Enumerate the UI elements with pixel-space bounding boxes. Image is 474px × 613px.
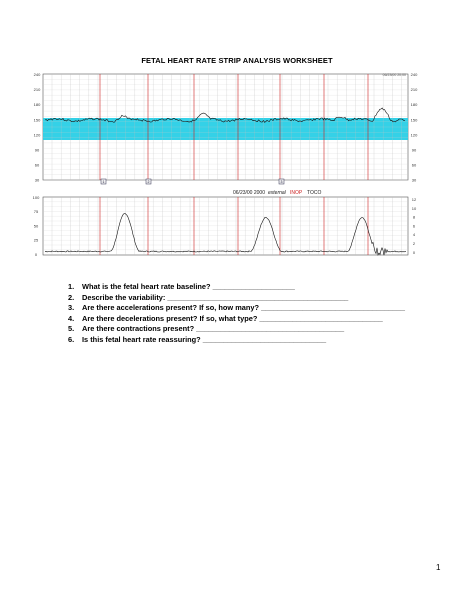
question-number: 6. [68, 334, 75, 344]
question-text: Are there accelerations present? If so, how many? ___________________________________ [82, 303, 405, 313]
page-number: 1 [436, 563, 441, 572]
marker-1: 1 [102, 180, 105, 184]
fhr-right-tick: 30 [411, 177, 417, 183]
fhr-right-tick: 240 [410, 72, 418, 77]
fhr-right-tick: 90 [411, 147, 417, 153]
toco-left-tick: 0 [34, 251, 38, 257]
question-number: 1. [68, 282, 75, 291]
strip-timestamp: 06/23/00 20:00 [382, 73, 406, 77]
toco-panel [33, 195, 417, 257]
normal-range-band [43, 118, 408, 140]
question-text: Are there contractions present? ____________________________________ [82, 324, 345, 334]
fhr-left-tick: 30 [34, 177, 40, 183]
toco-left-ticks [33, 195, 40, 257]
question-text: Are there decelerations present? If so, what type? ______________________________ [82, 313, 383, 323]
toco-left-tick: 100 [32, 195, 40, 200]
question-text: Is this fetal heart rate reassuring? ______________________________ [82, 334, 327, 344]
fhr-right-tick: 120 [410, 132, 418, 138]
toco-right-tick: 6 [412, 223, 416, 229]
question-text: What is the fetal heart rate baseline? ____________________ [82, 282, 295, 291]
fhr-panel [34, 72, 418, 196]
fhr-left-tick: 210 [33, 87, 41, 93]
fhr-right-tick: 180 [410, 102, 418, 108]
fhr-grid [43, 74, 408, 180]
toco-right-tick: 0 [412, 249, 416, 255]
fhr-left-ticks [34, 72, 41, 183]
toco-right-tick: 2 [412, 241, 416, 246]
toco-right-ticks [412, 197, 417, 255]
fhr-right-tick: 150 [410, 117, 418, 123]
question-item [68, 324, 405, 335]
toco-right-tick: 12 [411, 197, 417, 202]
question-number: 2. [68, 292, 75, 302]
toco-right-tick: 4 [412, 232, 416, 238]
marker-3: 3 [280, 180, 283, 184]
toco-left-tick: 25 [33, 237, 39, 243]
fhr-right-tick: 60 [411, 162, 417, 168]
fhr-left-tick: 60 [34, 162, 40, 168]
question-number: 5. [68, 324, 75, 334]
worksheet-title: FETAL HEART RATE STRIP ANALYSIS WORKSHEET [141, 56, 333, 65]
question-item [68, 314, 405, 325]
fhr-left-tick: 240 [33, 72, 41, 77]
question-number: 4. [68, 313, 75, 323]
fhr-left-tick: 120 [33, 132, 41, 138]
question-item [68, 303, 405, 314]
strip-info-inop: INOP [290, 190, 303, 196]
strip-info-date: 06/23/00 2000 [233, 190, 265, 196]
toco-left-tick: 50 [33, 223, 39, 229]
toco-left-tick: 75 [33, 209, 39, 215]
strip-info-toco: TOCO [307, 190, 322, 196]
strip-info-mode: external [268, 190, 286, 196]
question-text: Describe the variability: ____________________________________________ [82, 292, 349, 302]
fhr-left-tick: 150 [33, 117, 41, 123]
question-item [68, 335, 405, 346]
fetal-monitor-strip [28, 70, 428, 262]
marker-2: 2 [147, 180, 150, 184]
fhr-right-ticks [411, 72, 418, 183]
toco-frame [43, 197, 408, 255]
question-item [68, 282, 405, 293]
fhr-left-tick: 90 [34, 147, 40, 153]
fhr-left-tick: 180 [33, 102, 41, 108]
toco-right-tick: 10 [411, 205, 417, 211]
fhr-right-tick: 210 [410, 87, 418, 93]
question-list [68, 282, 405, 346]
question-item [68, 293, 405, 304]
question-number: 3. [68, 303, 75, 313]
toco-right-tick: 8 [412, 214, 416, 220]
